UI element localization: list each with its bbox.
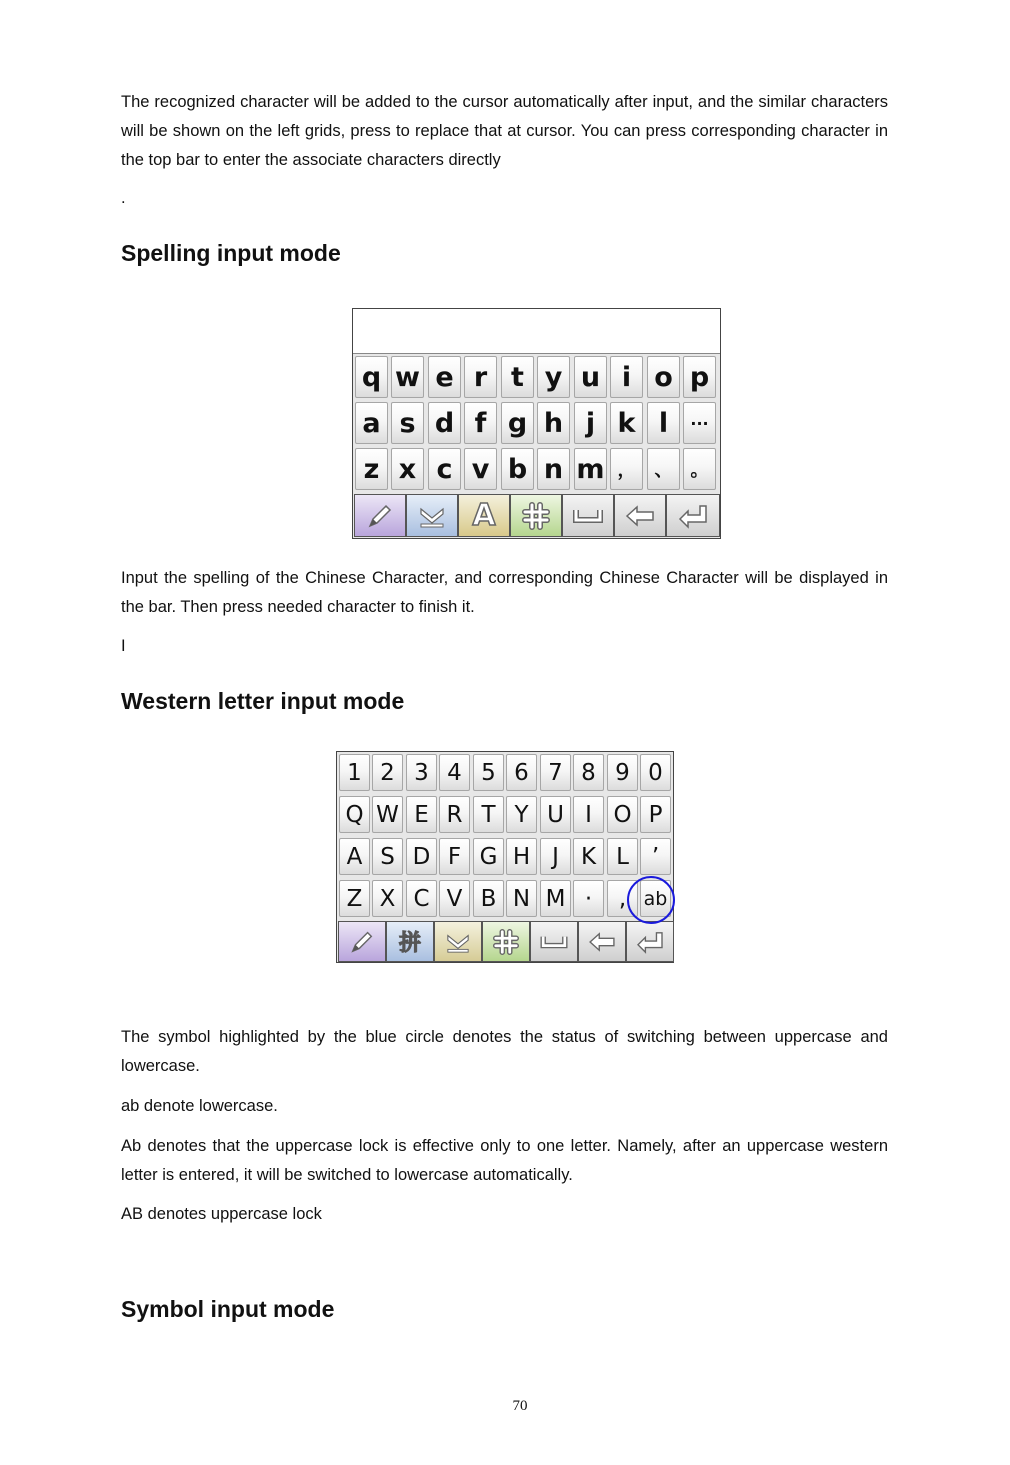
key: i [610,356,643,398]
key: r [464,356,497,398]
key: x [391,448,424,490]
space-icon [562,494,614,537]
candidate-bar [353,309,720,354]
page-number: 70 [512,1398,528,1414]
key: K [573,838,604,875]
key: L [607,838,638,875]
key: 8 [573,754,604,791]
letter-a-icon [458,494,510,537]
symbol-hash-icon [482,921,530,962]
key: a [355,402,388,444]
key: 、 [647,448,680,490]
key: F [439,838,470,875]
spelling-heading: Spelling input mode [121,240,341,266]
key: · [573,880,604,917]
key: T [473,796,504,833]
key: 0 [640,754,671,791]
key: H [506,838,537,875]
key: O [607,796,638,833]
key: 9 [607,754,638,791]
western-keyboard-image [336,751,674,963]
key: E [406,796,437,833]
intro-dot: . [121,189,126,207]
case-paragraph-1: The symbol highlighted by the blue circle denotes the status of switching between uppercase and lowercase. [121,1028,888,1075]
key: h [537,402,570,444]
key: I [573,796,604,833]
key: 。 [683,448,716,490]
key: ’ [640,838,671,875]
key: , [607,880,638,917]
key: P [640,796,671,833]
key: G [473,838,504,875]
key: e [428,356,461,398]
key: w [391,356,424,398]
case-highlight-circle [627,876,675,924]
key: W [372,796,403,833]
case-paragraph-4: AB denotes uppercase lock [121,1205,322,1223]
key: 1 [339,754,370,791]
key: k [610,402,643,444]
hide-keyboard-icon [434,921,482,962]
key: p [683,356,716,398]
pinyin-icon [386,921,434,962]
key: S [372,838,403,875]
key: u [574,356,607,398]
key: X [372,880,403,917]
letter-a-label: A [472,498,496,533]
symbol-hash-icon [510,494,562,537]
key: f [464,402,497,444]
hide-keyboard-icon [406,494,458,537]
key: 5 [473,754,504,791]
key: y [537,356,570,398]
key: q [355,356,388,398]
case-paragraph-2: ab denote lowercase. [121,1097,278,1115]
spelling-description: Input the spelling of the Chinese Character, and corresponding Chinese Character will be displayed in the bar. Then press needed character to finish it. [121,569,888,616]
key: c [428,448,461,490]
key: 3 [406,754,437,791]
key: s [391,402,424,444]
case-paragraph-3: Ab denotes that the uppercase lock is effective only to one letter. Namely, after an uppercase western letter is entered, it will be switched to lowercase automatically. [121,1137,888,1184]
key: V [439,880,470,917]
symbol-heading: Symbol input mode [121,1296,335,1322]
key: B [473,880,504,917]
pen-icon [354,494,406,537]
key: A [339,838,370,875]
key: n [537,448,570,490]
key: ， [610,448,643,490]
key: J [540,838,571,875]
key: m [574,448,607,490]
key: o [647,356,680,398]
intro-paragraph: The recognized character will be added to the cursor automatically after input, and the similar characters will be shown on the left grids, press to replace that at cursor. You can press corresponding character in the top bar to enter the associate characters directly [121,93,888,169]
space-icon [530,921,578,962]
key: 2 [372,754,403,791]
key: C [406,880,437,917]
enter-icon [666,494,720,537]
key: g [501,402,534,444]
key: Z [339,880,370,917]
key: 4 [439,754,470,791]
spelling-keyboard-image [352,308,721,539]
key: 7 [540,754,571,791]
enter-icon [626,921,674,962]
key: Y [506,796,537,833]
key: j [574,402,607,444]
key: Q [339,796,370,833]
key: ··· [683,402,716,444]
stray-letter: I [121,637,126,655]
key: v [464,448,497,490]
key: l [647,402,680,444]
backspace-icon [578,921,626,962]
key: d [428,402,461,444]
key: z [355,448,388,490]
pinyin-label: 拼 [398,931,421,956]
key: 6 [506,754,537,791]
key: U [540,796,571,833]
key: t [501,356,534,398]
case-toggle-key: ab [640,880,671,917]
key: D [406,838,437,875]
pen-icon [338,921,386,962]
backspace-icon [614,494,666,537]
key: b [501,448,534,490]
key: M [540,880,571,917]
key: R [439,796,470,833]
key: N [506,880,537,917]
western-heading: Western letter input mode [121,688,405,714]
